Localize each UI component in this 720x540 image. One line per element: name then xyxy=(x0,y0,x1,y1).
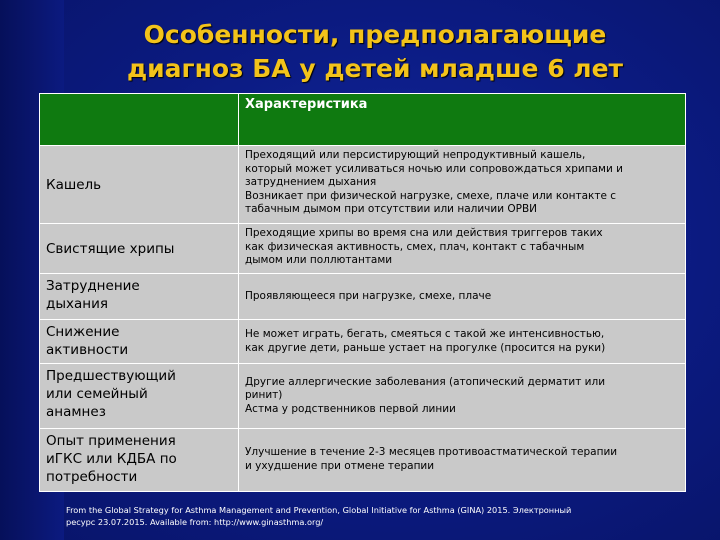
description-line: и ухудшение при отмене терапии xyxy=(245,460,435,472)
header-cell-characteristic: Характеристика xyxy=(239,94,686,146)
label-line: Снижение xyxy=(46,324,120,340)
title-line-1: Особенности, предполагающие xyxy=(143,20,607,49)
label-line: активности xyxy=(46,342,129,358)
description-line: Другие аллергические заболевания (атопический дерматит или xyxy=(245,375,606,388)
description-line: как другие дети, раньше устает на прогулке (просится на руки) xyxy=(245,341,606,354)
description-line: Преходящий или персистирующий непродуктивный кашель, xyxy=(245,149,586,161)
row-description xyxy=(239,274,686,320)
label-line: потребности xyxy=(46,469,138,485)
description-line: Преходящие хрипы во время сна или действия триггеров таких xyxy=(245,227,603,239)
label-line: Предшествующий xyxy=(46,368,176,384)
row-label xyxy=(40,320,239,364)
row-description xyxy=(239,429,686,492)
row-description xyxy=(239,320,686,364)
description-line: Улучшение в течение 2-3 месяцев противоастматической терапии xyxy=(245,446,618,459)
features-table xyxy=(39,93,686,492)
row-label: Свистящие хрипы xyxy=(40,224,239,274)
row-label xyxy=(40,274,239,320)
row-label: Кашель xyxy=(40,146,239,224)
table-header-row xyxy=(40,94,686,146)
description-line: Не может играть, бегать, смеяться с такой же интенсивностью, xyxy=(245,327,605,340)
table-row-history xyxy=(40,364,686,429)
description-line: Астма у родственников первой линии xyxy=(245,402,456,415)
table-row-wheezing xyxy=(40,224,686,274)
header-cell-empty xyxy=(40,94,239,146)
citation-line-1: From the Global Strategy for Asthma Management and Prevention, Global Initiative for Asthma (GINA) 2015. Электронный xyxy=(66,505,572,515)
description-line: который может усиливаться ночью или сопровождаться хрипами и xyxy=(245,162,623,175)
citation-line-2: ресурс 23.07.2015. Available from: http://www.ginasthma.org/ xyxy=(66,517,324,527)
label-line: или семейный xyxy=(46,386,148,402)
slide-title xyxy=(70,18,680,86)
table-row-breathing-difficulty xyxy=(40,274,686,320)
row-description xyxy=(239,146,686,224)
title-line-2: диагноз БА у детей младше 6 лет xyxy=(126,54,624,83)
label-line: дыхания xyxy=(46,296,108,312)
description-line: Проявляющееся при нагрузке, смехе, плаче xyxy=(245,289,492,302)
table-row-cough xyxy=(40,146,686,224)
row-label xyxy=(40,429,239,492)
row-description xyxy=(239,224,686,274)
label-line: анамнез xyxy=(46,404,106,420)
description-line: дымом или поллютантами xyxy=(245,254,393,267)
table-row-treatment-response xyxy=(40,429,686,492)
description-line: табачным дымом при отсутствии или наличии ОРВИ xyxy=(245,203,538,216)
description-line: затруднением дыхания xyxy=(245,176,377,189)
label-line: иГКС или КДБА по xyxy=(46,451,177,467)
source-citation xyxy=(66,504,666,528)
label-line: Опыт применения xyxy=(46,433,176,449)
table-row-reduced-activity xyxy=(40,320,686,364)
description-line: как физическая активность, смех, плач, контакт с табачным xyxy=(245,240,585,253)
description-line: ринит) xyxy=(245,389,283,402)
label-line: Затруднение xyxy=(46,278,140,294)
row-label xyxy=(40,364,239,429)
row-description xyxy=(239,364,686,429)
description-line: Возникает при физической нагрузке, смехе, плаче или контакте с xyxy=(245,189,617,202)
